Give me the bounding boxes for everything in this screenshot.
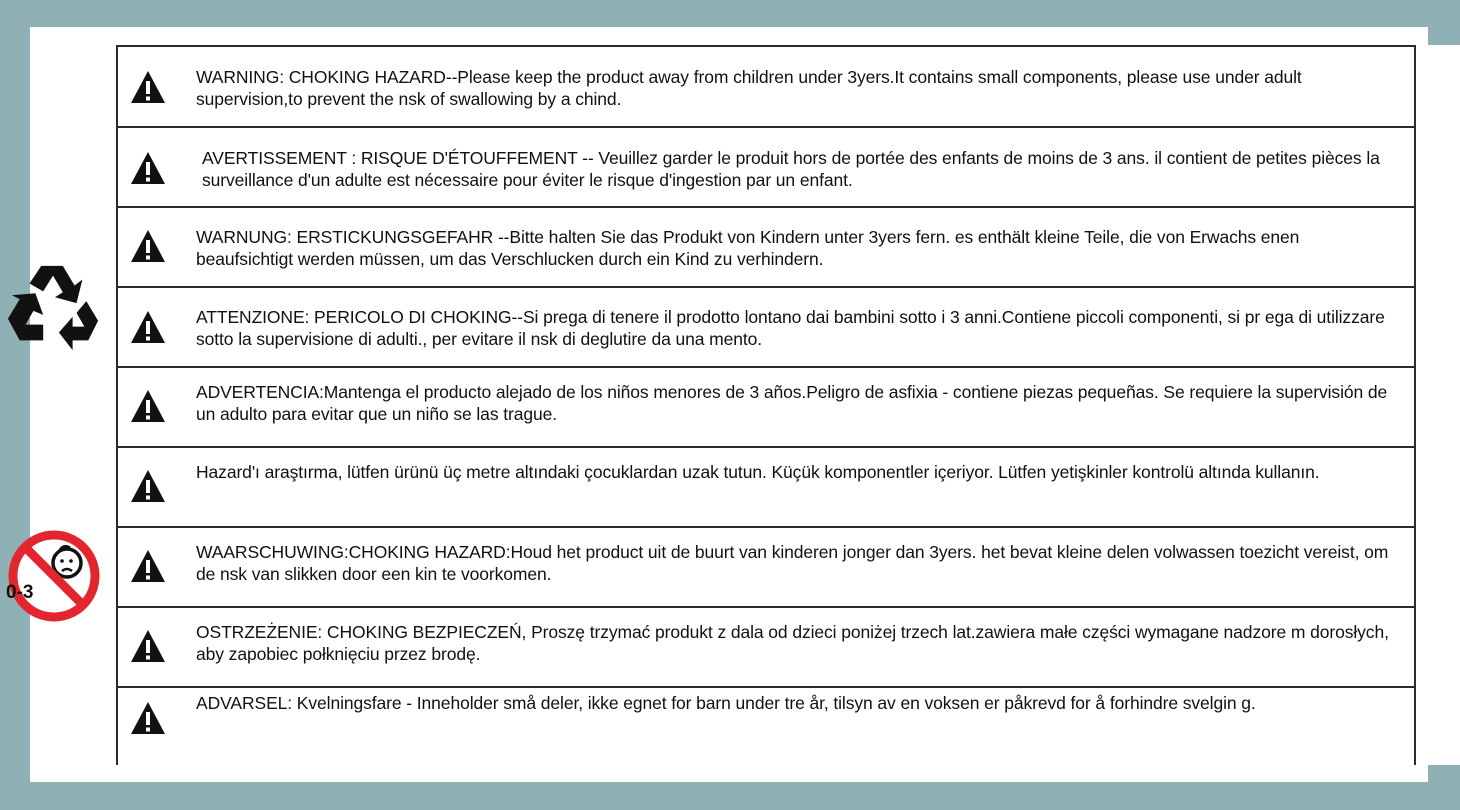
warning-row-fr xyxy=(118,128,1414,208)
warning-text-pl: OSTRZEŻENIE: CHOKING BEZPIECZEŃ, Proszę trzymać produkt z dala od dzieci poniżej trzech lat.zawiera małe części wymagane nadzore m dorosłych, aby zapobiec połknięciu przez brodę. xyxy=(196,622,1389,664)
warning-triangle-icon xyxy=(130,700,166,736)
warning-text-nl: WAARSCHUWING:CHOKING HAZARD:Houd het product uit de buurt van kinderen jonger dan 3yers. het bevat kleine delen volwassen toezicht vereist, om de nsk van slikken door een kin te voorkomen. xyxy=(196,542,1389,584)
warning-row-tr xyxy=(118,448,1414,528)
warning-triangle-icon xyxy=(130,628,166,664)
warning-triangle-icon xyxy=(130,150,166,186)
warning-row-en xyxy=(118,47,1414,128)
warning-triangle-icon xyxy=(130,69,166,105)
age-range-label: 0-3 xyxy=(6,582,34,603)
not-for-ages-0-3-icon xyxy=(2,528,106,624)
warning-triangle-icon xyxy=(130,388,166,424)
warning-row-es xyxy=(118,368,1414,448)
warning-text-es: ADVERTENCIA:Mantenga el producto alejado de los niños menores de 3 años.Peligro de asfixia - contiene piezas pequeñas. Se requiere la supervisión de un adulto para evitar que un niño se las trague. xyxy=(196,382,1388,424)
warning-text-tr: Hazard'ı araştırma, lütfen ürünü üç metre altındaki çocuklardan uzak tutun. Küçük komponentler içeriyor. Lütfen yetişkinler kontrolü altında kullanın. xyxy=(196,462,1320,482)
warning-triangle-icon xyxy=(130,309,166,345)
warning-row-it xyxy=(118,288,1414,368)
warning-triangle-icon xyxy=(130,468,166,504)
warning-text-no: ADVARSEL: Kvelningsfare - Inneholder små deler, ikke egnet for barn under tre år, tilsyn av en voksen er påkrevd for å forhindre svelgin g. xyxy=(196,693,1256,713)
warning-row-de xyxy=(118,208,1414,288)
warning-text-en: WARNING: CHOKING HAZARD--Please keep the product away from children under 3yers.It contains small components, please use under adult supervision,to prevent the nsk of swallowing by a chind. xyxy=(196,67,1302,109)
recycle-icon xyxy=(3,258,103,356)
warning-row-nl xyxy=(118,528,1414,608)
warning-row-no xyxy=(118,688,1414,767)
warning-text-fr: AVERTISSEMENT : RISQUE D'ÉTOUFFEMENT -- Veuillez garder le produit hors de portée des enfants de moins de 3 ans. il contient de petites pièces la surveillance d'un adulte est nécessaire pour éviter le risque d'ingestion par un enfant. xyxy=(202,148,1380,190)
warning-triangle-icon xyxy=(130,548,166,584)
warnings-table xyxy=(116,45,1416,765)
warning-row-pl xyxy=(118,608,1414,688)
warning-text-it: ATTENZIONE: PERICOLO DI CHOKING--Si prega di tenere il prodotto lontano dai bambini sotto i 3 anni.Contiene piccoli componenti, si pr ega di utilizzare sotto la supervisione di adulti., per evitare il nsk di deglutire da una mento. xyxy=(196,307,1385,349)
warning-text-de: WARNUNG: ERSTICKUNGSGEFAHR --Bitte halten Sie das Produkt von Kindern unter 3yers fern. es enthält kleine Teile, die von Erwachs enen beaufsichtigt werden müssen, um das Verschlucken durch ein Kind zu verhindern. xyxy=(196,227,1300,269)
warning-triangle-icon xyxy=(130,228,166,264)
sheet-margin xyxy=(1428,45,1460,765)
